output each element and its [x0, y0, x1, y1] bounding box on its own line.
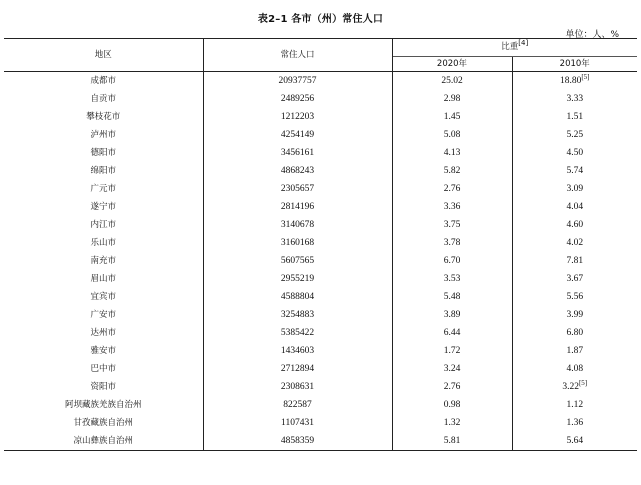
table-row [4, 252, 637, 270]
cell-ratio-2010 [512, 234, 637, 252]
cell-ratio-2010-value: 1.36 [566, 418, 584, 428]
cell-ratio-2010 [512, 342, 637, 360]
table-row [4, 306, 637, 324]
footnote-ref: [5] [578, 378, 588, 387]
cell-region: 内江市 [4, 216, 203, 234]
cell-ratio-2010 [512, 288, 637, 306]
table-row [4, 324, 637, 342]
cell-ratio-2010-value: 3.33 [566, 94, 584, 104]
cell-population: 2814196 [203, 198, 392, 216]
cell-ratio-2010 [512, 72, 637, 91]
cell-region: 甘孜藏族自治州 [4, 414, 203, 432]
cell-population: 1434603 [203, 342, 392, 360]
cell-region: 广安市 [4, 306, 203, 324]
cell-ratio-2010 [512, 126, 637, 144]
cell-population: 4858359 [203, 432, 392, 451]
table-row [4, 72, 637, 91]
table-row [4, 198, 637, 216]
cell-region: 泸州市 [4, 126, 203, 144]
table-row [4, 432, 637, 451]
cell-population: 5607565 [203, 252, 392, 270]
cell-population: 2955219 [203, 270, 392, 288]
cell-ratio-2010 [512, 360, 637, 378]
cell-ratio-2010 [512, 306, 637, 324]
table-row [4, 108, 637, 126]
cell-ratio-2020: 0.98 [392, 396, 512, 414]
cell-ratio-2010 [512, 432, 637, 451]
table-row [4, 378, 637, 396]
cell-ratio-2020: 1.72 [392, 342, 512, 360]
unit-note: 单位：人、% [565, 30, 619, 40]
cell-ratio-2020: 5.82 [392, 162, 512, 180]
cell-ratio-2010 [512, 180, 637, 198]
cell-ratio-2010 [512, 216, 637, 234]
cell-ratio-2020: 3.75 [392, 216, 512, 234]
cell-region: 达州市 [4, 324, 203, 342]
cell-ratio-2020: 2.76 [392, 378, 512, 396]
cell-ratio-2010 [512, 144, 637, 162]
cell-region: 雅安市 [4, 342, 203, 360]
cell-population: 2305657 [203, 180, 392, 198]
table-row [4, 144, 637, 162]
population-table [4, 38, 637, 451]
cell-ratio-2020: 5.81 [392, 432, 512, 451]
cell-ratio-2010-value: 1.51 [566, 112, 584, 122]
cell-ratio-2010 [512, 90, 637, 108]
cell-ratio-2020: 2.76 [392, 180, 512, 198]
cell-ratio-2010 [512, 396, 637, 414]
table-row [4, 270, 637, 288]
cell-population: 5385422 [203, 324, 392, 342]
cell-ratio-2020: 6.44 [392, 324, 512, 342]
cell-ratio-2020: 4.13 [392, 144, 512, 162]
header-ratio [392, 39, 637, 57]
cell-ratio-2010 [512, 198, 637, 216]
table-row [4, 90, 637, 108]
cell-ratio-2010-value: 4.60 [566, 220, 584, 230]
cell-region: 巴中市 [4, 360, 203, 378]
cell-population: 3140678 [203, 216, 392, 234]
cell-ratio-2010-value: 4.02 [566, 238, 584, 248]
cell-ratio-2010 [512, 414, 637, 432]
table-title: 表2–1 各市（州）常住人口 [257, 14, 384, 25]
table-row [4, 288, 637, 306]
cell-ratio-2010-value: 5.64 [566, 436, 584, 446]
cell-region: 绵阳市 [4, 162, 203, 180]
table-row [4, 342, 637, 360]
header-ratio-ref: [4] [518, 39, 529, 48]
cell-ratio-2010-value: 7.81 [566, 256, 584, 266]
cell-region: 阿坝藏族羌族自治州 [4, 396, 203, 414]
cell-population: 2489256 [203, 90, 392, 108]
header-year-2010: 2010年 [512, 57, 637, 72]
header-ratio-label: 比重 [501, 42, 519, 52]
cell-population: 4588804 [203, 288, 392, 306]
cell-ratio-2010 [512, 162, 637, 180]
header-year-2020: 2020年 [392, 57, 512, 72]
cell-region: 广元市 [4, 180, 203, 198]
cell-ratio-2010 [512, 378, 637, 396]
cell-ratio-2010-value: 1.12 [566, 400, 584, 410]
cell-ratio-2010 [512, 270, 637, 288]
cell-region: 成都市 [4, 72, 203, 91]
cell-ratio-2010-value: 4.08 [566, 364, 584, 374]
cell-ratio-2020: 3.24 [392, 360, 512, 378]
cell-region: 南充市 [4, 252, 203, 270]
cell-ratio-2020: 3.78 [392, 234, 512, 252]
cell-ratio-2010 [512, 324, 637, 342]
header-population: 常住人口 [203, 39, 392, 72]
cell-population: 20937757 [203, 72, 392, 91]
cell-population: 3254883 [203, 306, 392, 324]
cell-region: 凉山彝族自治州 [4, 432, 203, 451]
cell-population: 1212203 [203, 108, 392, 126]
table-row [4, 414, 637, 432]
cell-ratio-2010-value: 3.09 [566, 184, 584, 194]
cell-region: 乐山市 [4, 234, 203, 252]
footnote-ref: [5] [581, 72, 590, 81]
table-row [4, 126, 637, 144]
table-body [4, 72, 637, 451]
table-row [4, 216, 637, 234]
cell-region: 眉山市 [4, 270, 203, 288]
cell-ratio-2010-value: 5.56 [566, 292, 584, 302]
cell-ratio-2020: 3.36 [392, 198, 512, 216]
header-region: 地区 [4, 39, 203, 72]
cell-population: 2712894 [203, 360, 392, 378]
cell-population: 1107431 [203, 414, 392, 432]
cell-ratio-2010-value: 5.25 [566, 130, 584, 140]
cell-ratio-2020: 6.70 [392, 252, 512, 270]
table-row [4, 396, 637, 414]
cell-ratio-2020: 25.02 [392, 72, 512, 91]
cell-ratio-2020: 5.48 [392, 288, 512, 306]
cell-ratio-2010-value: 4.50 [566, 148, 584, 158]
cell-region: 自贡市 [4, 90, 203, 108]
cell-ratio-2010-value: 1.87 [566, 346, 584, 356]
cell-population: 4868243 [203, 162, 392, 180]
cell-region: 攀枝花市 [4, 108, 203, 126]
cell-ratio-2010-value: 6.80 [566, 328, 584, 338]
cell-ratio-2010-value: 4.04 [566, 202, 584, 212]
cell-region: 宜宾市 [4, 288, 203, 306]
cell-ratio-2010-value: 3.67 [566, 274, 584, 284]
table-row [4, 360, 637, 378]
cell-ratio-2010-value: 5.74 [566, 166, 584, 176]
cell-population: 3456161 [203, 144, 392, 162]
cell-ratio-2010 [512, 252, 637, 270]
cell-region: 遂宁市 [4, 198, 203, 216]
cell-region: 资阳市 [4, 378, 203, 396]
cell-region: 德阳市 [4, 144, 203, 162]
cell-ratio-2020: 3.89 [392, 306, 512, 324]
cell-ratio-2010-value: 3.99 [566, 310, 584, 320]
table-row [4, 234, 637, 252]
table-row [4, 162, 637, 180]
cell-population: 822587 [203, 396, 392, 414]
cell-population: 4254149 [203, 126, 392, 144]
cell-ratio-2010 [512, 108, 637, 126]
cell-population: 3160168 [203, 234, 392, 252]
cell-ratio-2020: 5.08 [392, 126, 512, 144]
cell-ratio-2020: 3.53 [392, 270, 512, 288]
table-header [4, 39, 637, 72]
cell-ratio-2020: 2.98 [392, 90, 512, 108]
cell-population: 2308631 [203, 378, 392, 396]
cell-ratio-2010-value: 3.22 [562, 382, 579, 392]
cell-ratio-2010-value: 18.80 [559, 76, 582, 86]
table-row [4, 180, 637, 198]
cell-ratio-2020: 1.45 [392, 108, 512, 126]
cell-ratio-2020: 1.32 [392, 414, 512, 432]
